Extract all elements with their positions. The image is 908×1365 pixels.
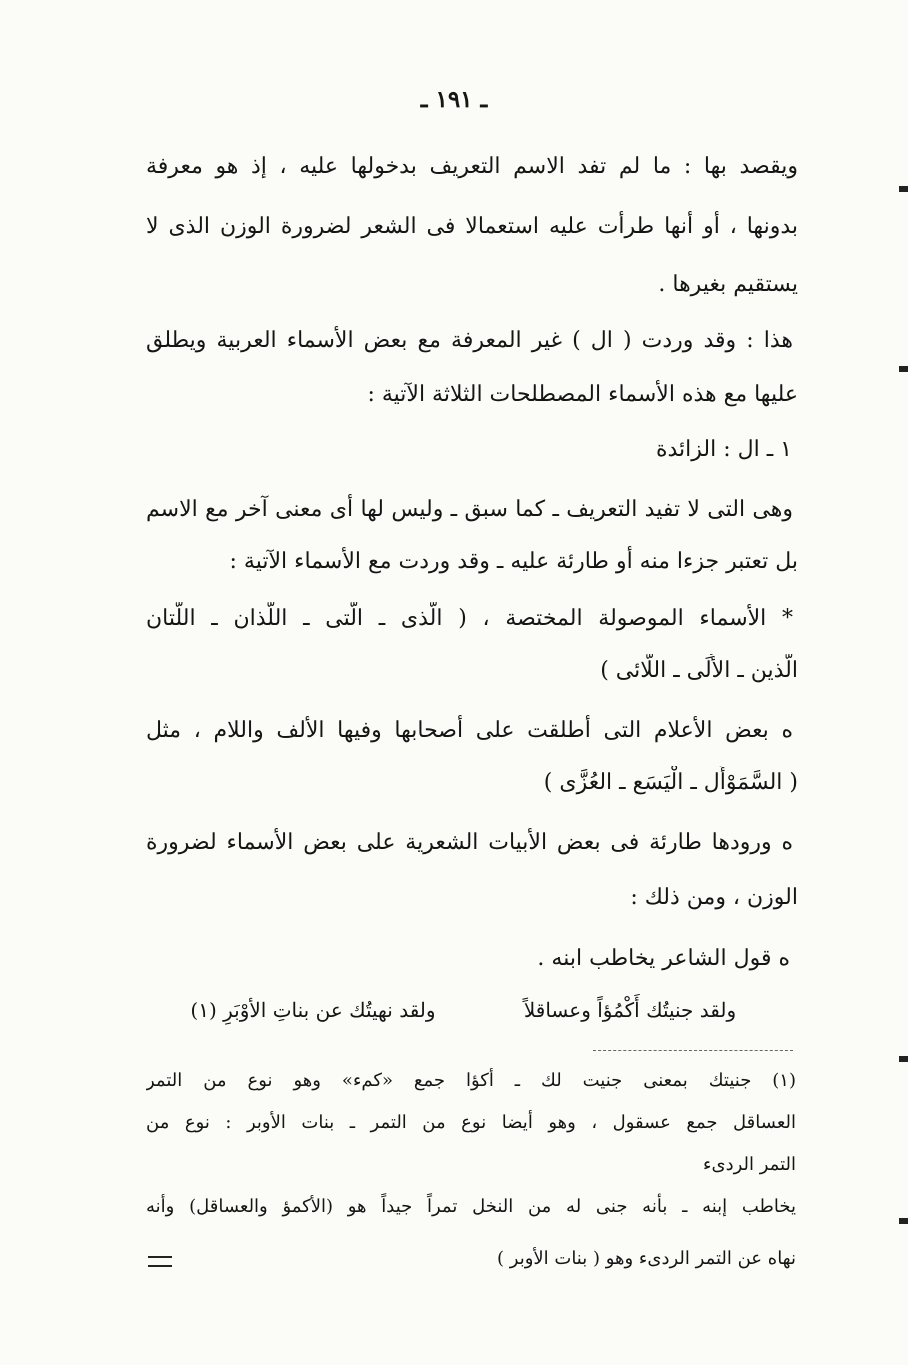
bullet-proper-names-cont: ( السَّمَوْأَل ـ الْيَسَع ـ العُزَّى ): [543, 770, 798, 795]
footnote-line-2: العساقل جمع عسقول ، وهو أيضا نوع من التمر ـ بنات الأوبر : نوع من: [146, 1112, 796, 1133]
bullet-poetic-use-cont: الوزن ، ومن ذلك :: [630, 885, 798, 910]
footnote-line-5: نهاه عن التمر الردىء وهو ( بنات الأوبر ): [497, 1248, 796, 1269]
bullet-relative-nouns: * الأسماء الموصولة المختصة ، ( الّذى ـ الّتى ـ اللّذان ـ اللّتان: [146, 606, 793, 631]
double-rule-mark: [148, 1256, 172, 1267]
body-line-2: بدونها ، أو أنها طرأت عليه استعمالا فى الشعر لضرورة الوزن الذى لا: [146, 214, 798, 239]
verse-first-hemistich: ولقد جنيتُك أَكْمُؤاً وعساقلاً: [523, 998, 737, 1022]
page-number: ـ ١٩١ ـ: [420, 86, 488, 113]
section-heading: ١ ـ ال : الزائدة: [655, 437, 792, 462]
margin-mark: [899, 186, 908, 192]
footnote-line-4: يخاطب إبنه ـ بأنه جنى له من النخل تمراً جيداً هو (الأكمؤ والعساقل) وأنه: [146, 1196, 796, 1217]
bullet-relative-nouns-cont: الّذين ـ الأُلَى ـ اللّائى ): [600, 658, 798, 683]
body-line-8: بل تعتبر جزءا منه أو طارئة عليه ـ وقد وردت مع الأسماء الآتية :: [229, 549, 798, 574]
body-line-4: هذا : وقد وردت ( ال ) غير المعرفة مع بعض الأسماء العربية ويطلق: [146, 328, 793, 353]
bullet-poetic-use: ه ورودها طارئة فى بعض الأبيات الشعرية على بعض الأسماء لضرورة: [146, 830, 793, 855]
body-line-1: ويقصد بها : ما لم تفد الاسم التعريف بدخولها عليه ، إذ هو معرفة: [146, 154, 798, 179]
poet-intro: ه قول الشاعر يخاطب ابنه .: [537, 946, 790, 971]
footnote-line-1: (١) جنيتك بمعنى جنيت لك ـ أكؤا جمع «كمء» وهو نوع من التمر: [146, 1070, 796, 1091]
margin-mark: [899, 366, 908, 372]
margin-mark: [899, 1056, 908, 1062]
body-line-3: يستقيم بغيرها .: [658, 272, 798, 297]
verse-second-hemistich: ولقد نهيتُك عن بناتِ الأوْبَرِ (١): [190, 998, 436, 1022]
body-line-7: وهى التى لا تفيد التعريف ـ كما سبق ـ وليس لها أى معنى آخر مع الاسم: [146, 497, 793, 522]
footnote-line-3: التمر الردىء: [703, 1154, 796, 1175]
bullet-proper-names: ه بعض الأعلام التى أطلقت على أصحابها وفيها الألف واللام ، مثل: [146, 718, 793, 743]
body-line-5: عليها مع هذه الأسماء المصطلحات الثلاثة الآتية :: [367, 382, 798, 407]
margin-mark: [899, 1218, 908, 1224]
footnote-separator: [593, 1050, 793, 1051]
